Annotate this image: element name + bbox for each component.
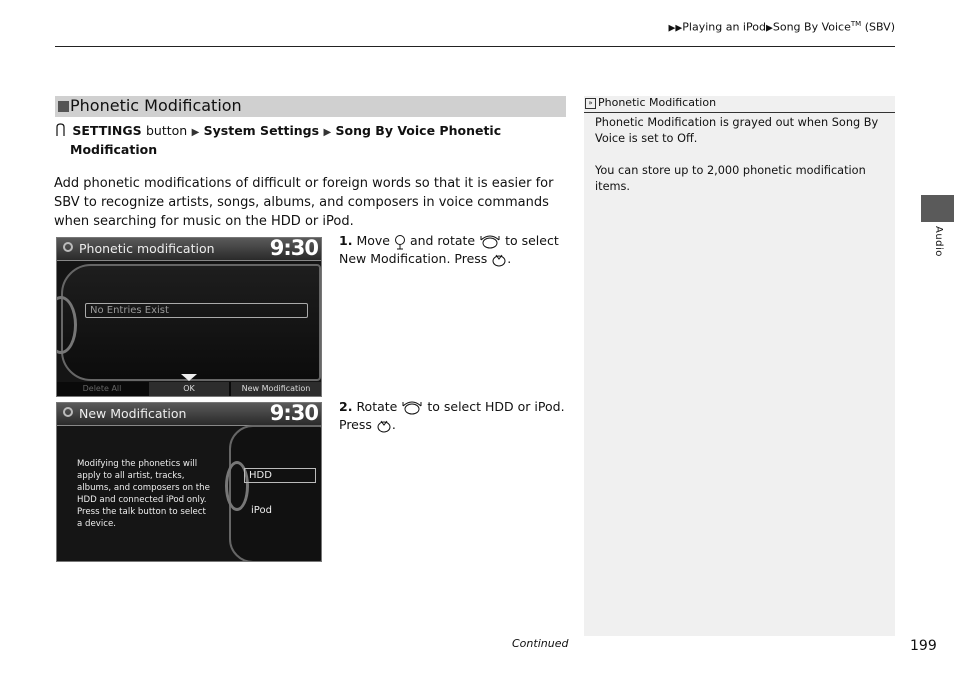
setting-name: Song By Voice bbox=[595, 116, 879, 145]
step-text: to select bbox=[505, 233, 559, 248]
gear-icon bbox=[63, 242, 73, 252]
intro-paragraph: Add phonetic modifications of difficult or foreign words so that it is easier for SBV to recognize artists, songs, albums, and composers in voice commands when searching for music on the HDD or iPod. bbox=[54, 176, 554, 229]
home-hardkey-icon bbox=[55, 123, 66, 137]
message-line: a device. bbox=[77, 519, 116, 529]
screen-title-bar bbox=[57, 238, 321, 261]
screen-title: New Modification bbox=[79, 406, 187, 421]
step-text: Rotate bbox=[356, 399, 398, 414]
delete-all-button[interactable]: Delete All bbox=[82, 384, 122, 393]
breadcrumb bbox=[600, 20, 895, 34]
pointer-down-icon bbox=[181, 374, 197, 381]
sidebar-title: Phonetic Modification bbox=[598, 96, 717, 109]
hdd-option[interactable]: HDD bbox=[244, 468, 316, 483]
arrow-icon: ▶▶ bbox=[668, 23, 683, 34]
reference-arrow-icon: » bbox=[585, 98, 596, 109]
chapter-tab bbox=[921, 195, 954, 222]
message-line: HDD and connected iPod only. bbox=[77, 495, 207, 505]
system-settings-label: System Settings bbox=[203, 123, 320, 138]
enter-button-icon bbox=[491, 252, 507, 268]
empty-entry-row[interactable]: No Entries Exist bbox=[85, 303, 308, 318]
step-text: . bbox=[391, 417, 396, 432]
sidebar-heading bbox=[584, 96, 895, 113]
step-text: Press bbox=[339, 417, 372, 432]
step-number: 1. bbox=[339, 233, 353, 248]
arrow-icon: ▶ bbox=[323, 127, 332, 138]
message-line: apply to all artist, tracks, bbox=[77, 471, 185, 481]
screen-clock: 9:30 bbox=[269, 237, 318, 260]
rotate-dial-icon bbox=[479, 234, 501, 250]
step-text: and rotate bbox=[409, 233, 476, 248]
trademark: TM bbox=[850, 20, 862, 28]
step-text: or bbox=[517, 399, 531, 414]
rotate-dial-icon bbox=[401, 400, 423, 416]
step-target: iPod bbox=[534, 399, 561, 414]
setting-value: Off bbox=[677, 132, 694, 145]
breadcrumb-item: Song By Voice bbox=[772, 20, 851, 34]
step-2: 2. Rotate to select HDD or iPod. Press . bbox=[339, 399, 565, 432]
step-target: New Modification bbox=[339, 251, 447, 266]
step-1 bbox=[339, 232, 564, 268]
step-text: to select bbox=[427, 399, 482, 414]
chapter-tab-label: Audio bbox=[933, 226, 944, 257]
screen-title: Phonetic modification bbox=[79, 241, 215, 256]
target-label-cont: Modification bbox=[70, 142, 158, 157]
message-text bbox=[77, 458, 227, 530]
section-heading bbox=[55, 96, 566, 117]
enter-button-icon bbox=[376, 418, 392, 434]
sidebar-paragraph: Phonetic Modification is grayed out when Song By Voice is set to Off. bbox=[595, 116, 879, 145]
screen-title-bar bbox=[57, 403, 321, 426]
step-text: . bbox=[507, 251, 512, 266]
arrow-icon: ▶ bbox=[765, 23, 773, 34]
target-label: Song By Voice Phonetic bbox=[335, 123, 502, 138]
settings-label: SETTINGS bbox=[72, 123, 142, 138]
screen-clock: 9:30 bbox=[269, 402, 318, 425]
joystick-icon bbox=[394, 234, 406, 250]
step-text: Move bbox=[356, 233, 390, 248]
step-number: 2. bbox=[339, 399, 353, 414]
button-word: button bbox=[145, 123, 188, 138]
message-line: Press the talk button to select bbox=[77, 507, 206, 517]
new-modification-button[interactable]: New Modification bbox=[231, 382, 321, 396]
soft-button-bar bbox=[57, 382, 321, 396]
message-line: albums, and composers on the bbox=[77, 483, 210, 493]
step-text: . Press bbox=[446, 251, 488, 266]
sidebar-paragraph: You can store up to 2,000 phonetic modification items. bbox=[595, 164, 866, 193]
arrow-icon: ▶ bbox=[191, 127, 200, 138]
square-bullet-icon bbox=[58, 101, 69, 112]
breadcrumb-suffix: (SBV) bbox=[861, 20, 895, 34]
page-number: 199 bbox=[910, 638, 937, 654]
step-target: HDD bbox=[485, 399, 514, 414]
sidebar-note bbox=[584, 96, 895, 636]
screen-phonetic-modification bbox=[56, 237, 322, 397]
header-rule bbox=[55, 46, 895, 47]
list-frame bbox=[61, 264, 321, 381]
continued-label: Continued bbox=[512, 637, 569, 650]
breadcrumb-item: Playing an iPod bbox=[682, 20, 766, 34]
section-title: Phonetic Modification bbox=[70, 96, 242, 115]
screen-new-modification bbox=[56, 402, 322, 562]
menu-path bbox=[55, 122, 535, 158]
gear-icon bbox=[63, 407, 73, 417]
message-line: Modifying the phonetics will bbox=[77, 459, 198, 469]
ok-button[interactable]: OK bbox=[149, 382, 229, 396]
ipod-option[interactable]: iPod bbox=[251, 505, 272, 516]
